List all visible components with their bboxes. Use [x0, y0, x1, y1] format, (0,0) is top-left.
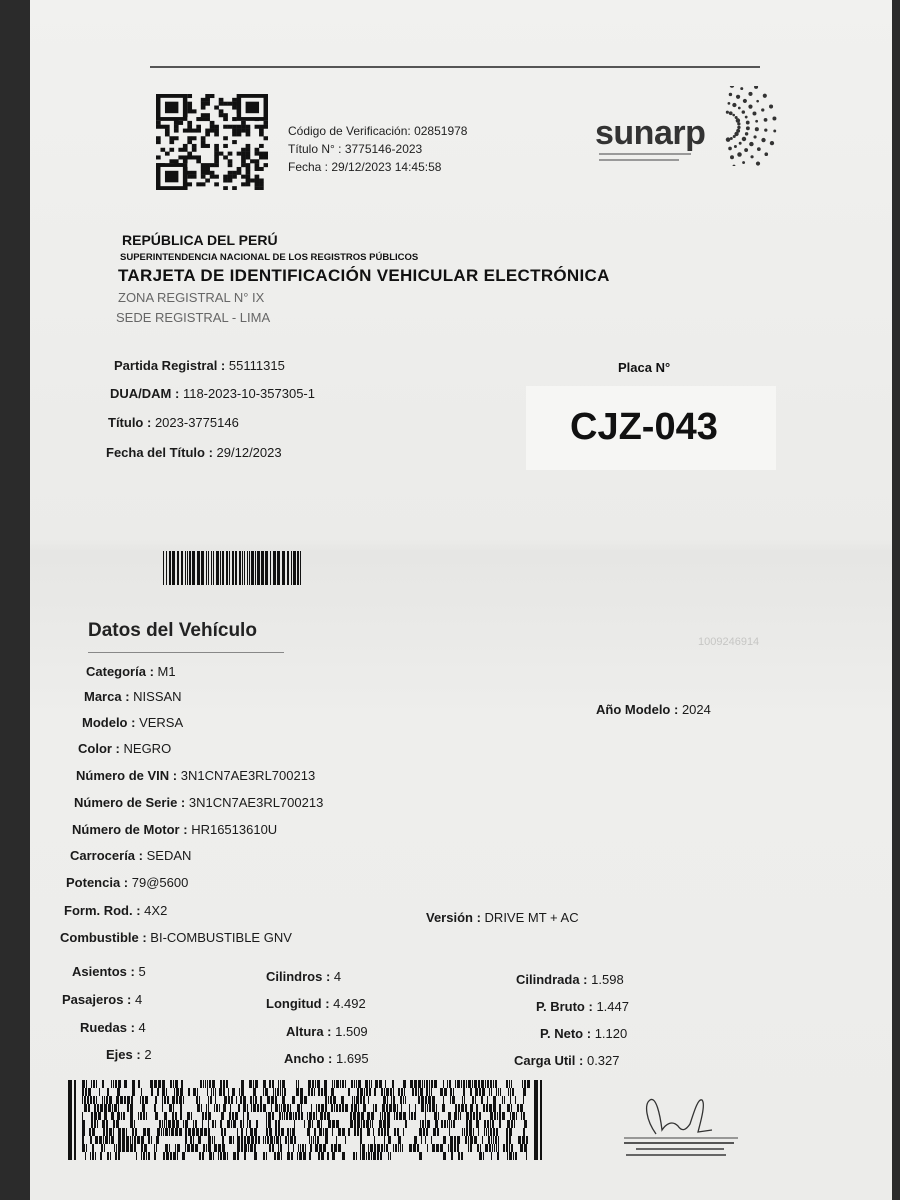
field-peso-neto: P. Neto : 1.120	[540, 1026, 628, 1041]
field-peso-bruto: P. Bruto : 1.447	[536, 999, 629, 1014]
top-divider	[150, 66, 760, 68]
plate-number: CJZ-043	[570, 406, 718, 448]
field-carroceria: Carrocería : SEDAN	[70, 848, 192, 863]
field-serie: Número de Serie : 3N1CN7AE3RL700213	[74, 795, 324, 810]
barcode-icon	[163, 551, 305, 585]
field-dua: DUA/DAM : 118-2023-10-357305-1	[110, 386, 315, 401]
logo-wordmark: sunarp	[595, 114, 706, 152]
field-fecha-titulo: Fecha del Título : 29/12/2023	[106, 445, 282, 460]
title-number: Título N° : 3775146-2023	[288, 142, 423, 156]
logo-subtext	[599, 152, 709, 166]
agency-heading: SUPERINTENDENCIA NACIONAL DE LOS REGISTROS PÚBLICOS	[120, 252, 419, 263]
registry-zone: ZONA REGISTRAL N° IX	[118, 290, 265, 305]
serial-watermark: 1009246914	[698, 636, 760, 648]
plate-label: Placa N°	[618, 360, 671, 375]
field-motor: Número de Motor : HR16513610U	[72, 822, 278, 837]
field-vin: Número de VIN : 3N1CN7AE3RL700213	[76, 768, 316, 783]
issue-date: Fecha : 29/12/2023 14:45:58	[288, 160, 442, 174]
country-heading: REPÚBLICA DEL PERÚ	[122, 232, 278, 248]
field-cilindros: Cilindros : 4	[266, 969, 342, 984]
field-altura: Altura : 1.509	[286, 1024, 368, 1039]
field-version: Versión : DRIVE MT + AC	[426, 910, 579, 925]
pdf417-barcode-icon	[68, 1080, 544, 1160]
field-marca: Marca : NISSAN	[84, 689, 182, 704]
field-combustible: Combustible : BI-COMBUSTIBLE GNV	[60, 930, 292, 945]
field-asientos: Asientos : 5	[72, 964, 146, 979]
qr-code-icon	[156, 94, 268, 190]
field-form-rod: Form. Rod. : 4X2	[64, 903, 168, 918]
field-potencia: Potencia : 79@5600	[66, 875, 189, 890]
section-underline	[88, 652, 284, 653]
section-title: Datos del Vehículo	[88, 620, 257, 641]
field-pasajeros: Pasajeros : 4	[62, 992, 143, 1007]
field-partida: Partida Registral : 55111315	[114, 358, 285, 373]
field-ancho: Ancho : 1.695	[284, 1051, 369, 1066]
verification-code: Código de Verificación: 02851978	[288, 124, 468, 138]
field-categoria: Categoría : M1	[86, 664, 176, 679]
field-carga-util: Carga Util : 0.327	[514, 1053, 620, 1068]
field-modelo: Modelo : VERSA	[82, 715, 184, 730]
registry-office: SEDE REGISTRAL - LIMA	[116, 310, 271, 325]
field-longitud: Longitud : 4.492	[266, 996, 366, 1011]
field-ruedas: Ruedas : 4	[80, 1020, 146, 1035]
field-cilindrada: Cilindrada : 1.598	[516, 972, 624, 987]
verification-block	[288, 122, 467, 176]
document-title: TARJETA DE IDENTIFICACIÓN VEHICULAR ELECTRÓNICA	[118, 266, 610, 285]
field-color: Color : NEGRO	[78, 741, 172, 756]
signature-stamp-icon	[616, 1090, 756, 1175]
field-titulo: Título : 2023-3775146	[108, 415, 239, 430]
sunarp-logo	[595, 86, 795, 176]
field-ejes: Ejes : 2	[106, 1047, 152, 1062]
field-anio-modelo: Año Modelo : 2024	[596, 702, 711, 717]
document-page	[30, 0, 892, 1200]
